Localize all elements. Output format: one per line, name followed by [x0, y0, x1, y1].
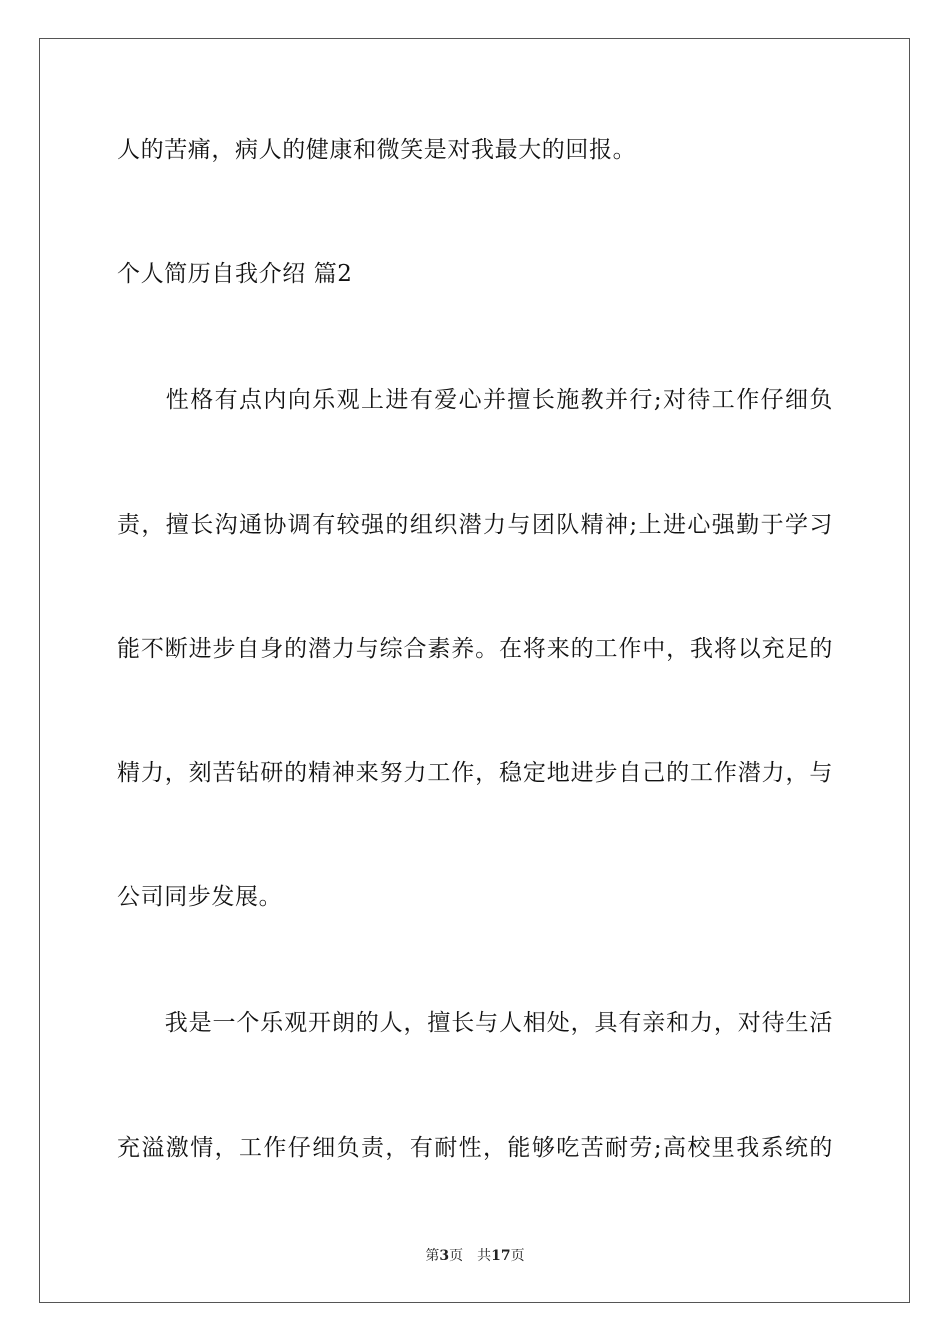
text-line-5: 能不断进步自身的潜力与综合素养。在将来的工作中，我将以充足的	[117, 636, 833, 662]
page-number: 3	[439, 1248, 450, 1264]
total-pages: 17	[491, 1248, 511, 1264]
text-line-7: 公司同步发展。	[117, 884, 283, 910]
page-suffix: 页	[449, 1248, 464, 1264]
text-line-4: 责，擅长沟通协调有较强的组织潜力与团队精神;上进心强勤于学习	[117, 512, 833, 538]
text-line-1: 人的苦痛，病人的健康和微笑是对我最大的回报。	[117, 137, 637, 163]
section-heading: 个人简历自我介绍 篇2	[117, 261, 353, 287]
page-footer	[0, 1246, 950, 1266]
text-line-6: 精力，刻苦钻研的精神来努力工作，稳定地进步自己的工作潜力，与	[117, 760, 833, 786]
page-border	[39, 38, 910, 1303]
page-prefix: 第	[425, 1248, 440, 1264]
total-prefix: 共	[477, 1248, 492, 1264]
text-line-8: 我是一个乐观开朗的人，擅长与人相处，具有亲和力，对待生活	[117, 1010, 833, 1036]
total-suffix: 页	[510, 1248, 525, 1264]
text-line-3: 性格有点内向乐观上进有爱心并擅长施教并行;对待工作仔细负	[117, 387, 833, 413]
text-line-9: 充溢激情，工作仔细负责，有耐性，能够吃苦耐劳;高校里我系统的	[117, 1135, 833, 1161]
